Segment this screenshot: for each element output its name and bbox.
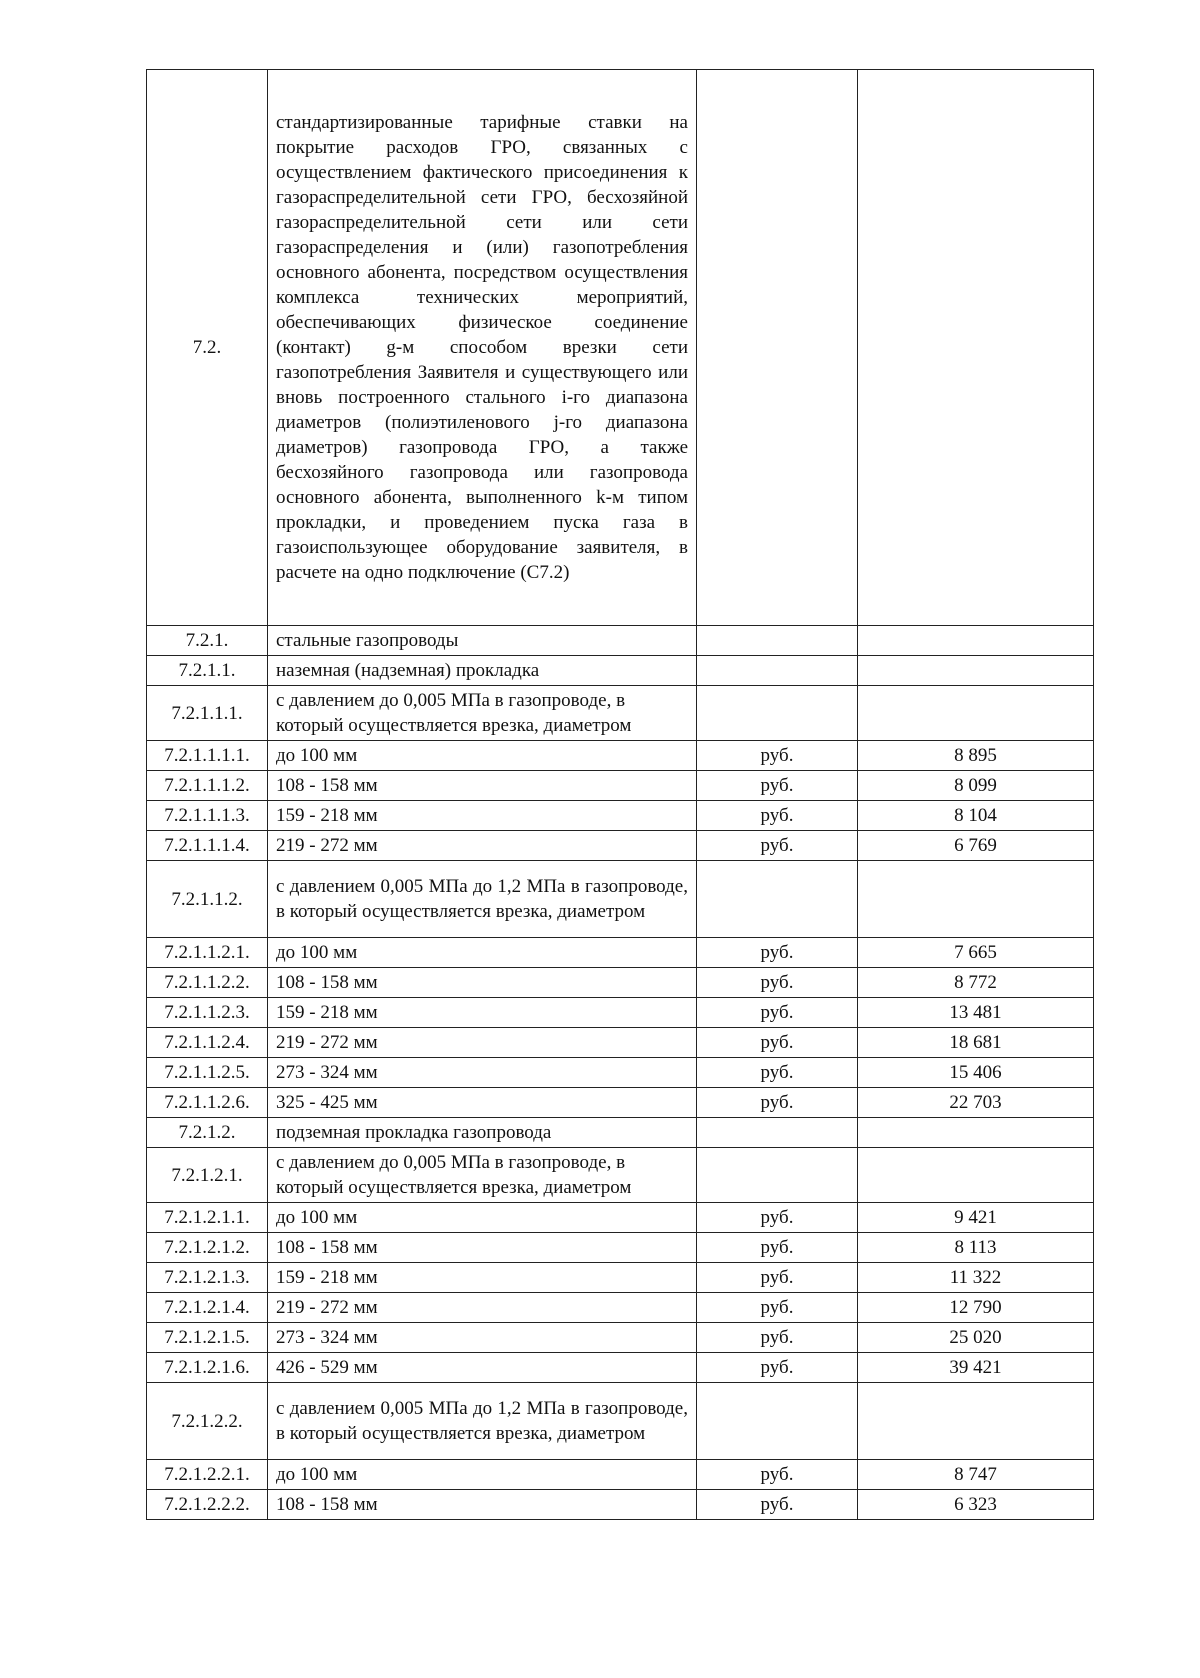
item-unit: руб. (697, 938, 858, 968)
item-number: 7.2.1.1.2.1. (147, 938, 268, 968)
item-value (858, 861, 1094, 938)
item-unit: руб. (697, 1323, 858, 1353)
item-description: 159 - 218 мм (268, 998, 697, 1028)
item-value (858, 1148, 1094, 1203)
item-number: 7.2.1.2.2.2. (147, 1490, 268, 1520)
item-unit: руб. (697, 1460, 858, 1490)
item-number: 7.2.1.2.1.1. (147, 1203, 268, 1233)
item-value: 13 481 (858, 998, 1094, 1028)
item-description: стальные газопроводы (268, 626, 697, 656)
item-description: 325 - 425 мм (268, 1088, 697, 1118)
item-number: 7.2.1.2.1. (147, 1148, 268, 1203)
item-value: 8 099 (858, 771, 1094, 801)
item-value: 22 703 (858, 1088, 1094, 1118)
table-row (147, 1490, 1094, 1520)
table-row (147, 968, 1094, 998)
item-value: 8 104 (858, 801, 1094, 831)
item-number: 7.2.1.1.2.2. (147, 968, 268, 998)
table-row (147, 1088, 1094, 1118)
item-description: 108 - 158 мм (268, 771, 697, 801)
table-row (147, 1148, 1094, 1203)
item-description: стандартизированные тарифные ставки на покрытие расходов ГРО, связанных с осуществлением фактического присоединения к газораспределительной сети ГРО, бесхозяйной газораспределительной сети или сети газораспределения и (или) газопотребления основного абонента, посредством осуществления комплекса технических мероприятий, обеспечивающих физическое соединение (контакт) g-м способом врезки сети газопотребления Заявителя и существующего или вновь построенного стального i-го диапазона диаметров (полиэтиленового j-го диапазона диаметров) газопровода ГРО, а также бесхозяйного газопровода или газопровода основного абонента, выполненного k-м типом прокладки, и проведением пуска газа в газоиспользующее оборудование заявителя, в расчете на одно подключение (С7.2) (268, 70, 697, 626)
table-row (147, 741, 1094, 771)
item-number: 7.2.1.1.1.3. (147, 801, 268, 831)
table-row (147, 626, 1094, 656)
table-row (147, 1293, 1094, 1323)
item-description: до 100 мм (268, 1460, 697, 1490)
item-unit (697, 1118, 858, 1148)
table-row (147, 1460, 1094, 1490)
item-value (858, 1383, 1094, 1460)
item-number: 7.2.1.2.1.3. (147, 1263, 268, 1293)
item-unit: руб. (697, 801, 858, 831)
item-number: 7.2. (147, 70, 268, 626)
table-row (147, 938, 1094, 968)
table-row (147, 1118, 1094, 1148)
item-unit: руб. (697, 831, 858, 861)
item-value: 7 665 (858, 938, 1094, 968)
item-description: с давлением до 0,005 МПа в газопроводе, в который осуществляется врезка, диаметром (268, 686, 697, 741)
item-unit: руб. (697, 968, 858, 998)
table-row (147, 831, 1094, 861)
item-unit (697, 861, 858, 938)
item-value: 6 769 (858, 831, 1094, 861)
item-number: 7.2.1.1. (147, 656, 268, 686)
table-row (147, 1028, 1094, 1058)
item-description: 108 - 158 мм (268, 1233, 697, 1263)
table-row (147, 998, 1094, 1028)
item-description: 273 - 324 мм (268, 1323, 697, 1353)
item-number: 7.2.1.1.2. (147, 861, 268, 938)
item-description: 159 - 218 мм (268, 1263, 697, 1293)
item-description: 219 - 272 мм (268, 831, 697, 861)
item-unit: руб. (697, 1353, 858, 1383)
item-value: 15 406 (858, 1058, 1094, 1088)
table-row (147, 1058, 1094, 1088)
item-number: 7.2.1.2.2. (147, 1383, 268, 1460)
item-description: наземная (надземная) прокладка (268, 656, 697, 686)
item-value (858, 70, 1094, 626)
item-description: подземная прокладка газопровода (268, 1118, 697, 1148)
item-number: 7.2.1.1.2.3. (147, 998, 268, 1028)
item-description: 108 - 158 мм (268, 968, 697, 998)
table-row (147, 1323, 1094, 1353)
item-description: с давлением до 0,005 МПа в газопроводе, в который осуществляется врезка, диаметром (268, 1148, 697, 1203)
item-unit: руб. (697, 1293, 858, 1323)
item-number: 7.2.1.2.1.5. (147, 1323, 268, 1353)
item-value: 8 772 (858, 968, 1094, 998)
item-number: 7.2.1.1.1. (147, 686, 268, 741)
table-row (147, 1383, 1094, 1460)
item-value (858, 686, 1094, 741)
item-unit: руб. (697, 1088, 858, 1118)
item-number: 7.2.1.1.2.5. (147, 1058, 268, 1088)
item-value: 12 790 (858, 1293, 1094, 1323)
item-unit: руб. (697, 1028, 858, 1058)
item-unit: руб. (697, 1058, 858, 1088)
item-number: 7.2.1. (147, 626, 268, 656)
item-number: 7.2.1.1.1.2. (147, 771, 268, 801)
item-unit (697, 1383, 858, 1460)
item-description: до 100 мм (268, 1203, 697, 1233)
item-value: 11 322 (858, 1263, 1094, 1293)
item-description: до 100 мм (268, 938, 697, 968)
item-number: 7.2.1.2.2.1. (147, 1460, 268, 1490)
table-row (147, 70, 1094, 626)
item-value (858, 656, 1094, 686)
item-unit: руб. (697, 1490, 858, 1520)
item-description: до 100 мм (268, 741, 697, 771)
item-number: 7.2.1.1.2.6. (147, 1088, 268, 1118)
item-number: 7.2.1.1.1.1. (147, 741, 268, 771)
item-description: с давлением 0,005 МПа до 1,2 МПа в газопроводе, в который осуществляется врезка, диаметром (268, 861, 697, 938)
item-description: 159 - 218 мм (268, 801, 697, 831)
item-value: 8 747 (858, 1460, 1094, 1490)
item-number: 7.2.1.2. (147, 1118, 268, 1148)
item-value (858, 1118, 1094, 1148)
table-row (147, 861, 1094, 938)
table-row (147, 1233, 1094, 1263)
item-description: 108 - 158 мм (268, 1490, 697, 1520)
item-value: 8 113 (858, 1233, 1094, 1263)
table-row (147, 801, 1094, 831)
item-unit (697, 70, 858, 626)
item-value: 6 323 (858, 1490, 1094, 1520)
table-row (147, 1263, 1094, 1293)
item-value: 18 681 (858, 1028, 1094, 1058)
item-value (858, 626, 1094, 656)
item-unit: руб. (697, 771, 858, 801)
item-unit (697, 656, 858, 686)
item-number: 7.2.1.2.1.4. (147, 1293, 268, 1323)
item-number: 7.2.1.2.1.2. (147, 1233, 268, 1263)
item-unit: руб. (697, 1233, 858, 1263)
item-unit (697, 1148, 858, 1203)
item-unit: руб. (697, 741, 858, 771)
table-row (147, 1203, 1094, 1233)
item-description: 219 - 272 мм (268, 1293, 697, 1323)
item-number: 7.2.1.1.1.4. (147, 831, 268, 861)
item-value: 25 020 (858, 1323, 1094, 1353)
item-unit (697, 626, 858, 656)
item-description: с давлением 0,005 МПа до 1,2 МПа в газопроводе, в который осуществляется врезка, диаметром (268, 1383, 697, 1460)
item-description: 219 - 272 мм (268, 1028, 697, 1058)
item-value: 39 421 (858, 1353, 1094, 1383)
table-row (147, 771, 1094, 801)
item-number: 7.2.1.1.2.4. (147, 1028, 268, 1058)
item-number: 7.2.1.2.1.6. (147, 1353, 268, 1383)
tariff-table (146, 69, 1094, 1520)
item-unit (697, 686, 858, 741)
table-row (147, 686, 1094, 741)
item-unit: руб. (697, 1263, 858, 1293)
item-unit: руб. (697, 998, 858, 1028)
item-unit: руб. (697, 1203, 858, 1233)
table-row (147, 656, 1094, 686)
item-description: 273 - 324 мм (268, 1058, 697, 1088)
table-row (147, 1353, 1094, 1383)
item-value: 8 895 (858, 741, 1094, 771)
item-value: 9 421 (858, 1203, 1094, 1233)
item-description: 426 - 529 мм (268, 1353, 697, 1383)
